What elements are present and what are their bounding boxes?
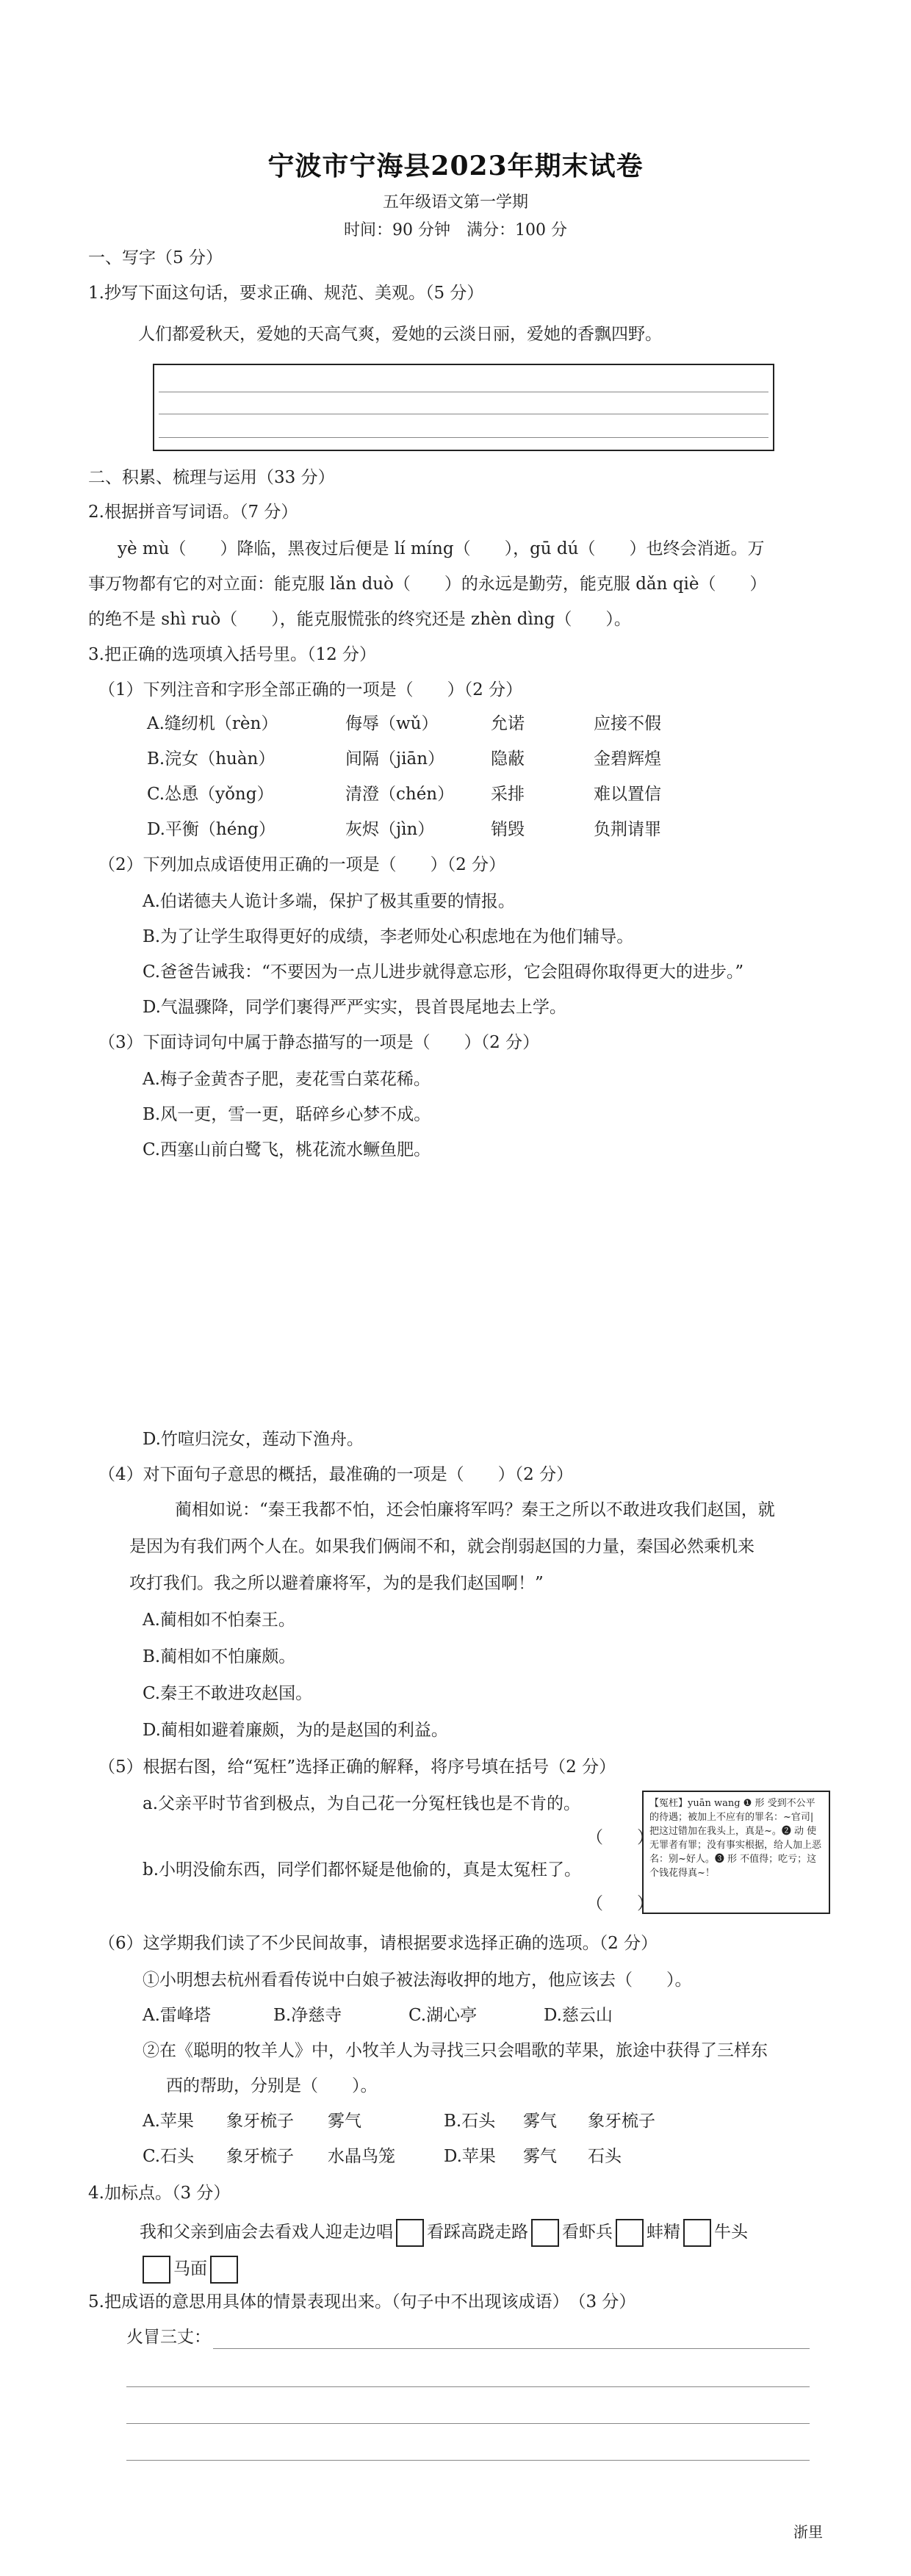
q3-6-2-item: 水晶鸟笼 [328, 2147, 395, 2166]
grade-subtitle: 五年级语文第一学期 [382, 193, 528, 212]
q3-1-option[interactable]: C.怂恿（yǒng） [147, 785, 274, 804]
q3-5-answer-b[interactable]: （ ） [586, 1894, 654, 1913]
q4-sentence-line-2 [140, 2256, 241, 2284]
q3-3-option-b[interactable]: B.风一更，雪一更，聒碎乡心梦不成。 [143, 1105, 431, 1124]
q3-1-option[interactable]: D.平衡（héng） [147, 820, 276, 839]
q4-text: 看虾兵 [562, 2223, 613, 2242]
q3-2-option-b[interactable]: B.为了让学生取得更好的成绩，李老师处心积虑地在为他们辅导。 [143, 927, 634, 946]
punctuation-box[interactable] [210, 2256, 238, 2284]
punctuation-box[interactable] [616, 2219, 644, 2247]
q3-6-2-item: 雾气 [523, 2112, 557, 2131]
q3-3-option-c[interactable]: C.西塞山前白鹭飞，桃花流水鳜鱼肥。 [143, 1140, 431, 1159]
q3-2-stem: （2）下列加点成语使用正确的一项是（ ）（2 分） [98, 855, 506, 874]
q3-6-1-option[interactable]: B.净慈寺 [273, 2006, 342, 2025]
q2-line-2: 事万物都有它的对立面：能克服 lǎn duò（ ）的永远是勤劳，能克服 dǎn qiè（ ） [88, 575, 767, 594]
punctuation-box[interactable] [531, 2219, 559, 2247]
q3-6-2-stem: 西的帮助，分别是（ ）。 [166, 2076, 378, 2095]
q3-4-passage: 是因为有我们两个人在。如果我们俩闹不和，就会削弱赵国的力量，秦国必然乘机来 [129, 1537, 755, 1556]
answer-line[interactable] [126, 2460, 810, 2461]
question-5: 5.把成语的意思用具体的情景表现出来。（句子中不出现该成语） （3 分） [88, 2292, 636, 2311]
q3-1-option-word: 销毁 [491, 820, 525, 839]
q3-5-stem: （5）根据右图，给“冤枉”选择正确的解释，将序号填在括号（2 分） [98, 1757, 616, 1777]
writing-line [159, 437, 768, 438]
q2-line-3: 的绝不是 shì ruò（ ），能克服慌张的终究还是 zhèn dìng（ ）。 [88, 610, 631, 629]
q3-6-1-option[interactable]: D.慈云山 [544, 2006, 613, 2025]
q3-5-sentence-b: b.小明没偷东西，同学们都怀疑是他偷的，真是太冤枉了。 [143, 1860, 582, 1879]
q3-6-2-item: 雾气 [328, 2112, 361, 2131]
q3-1-option[interactable]: B.浣女（huàn） [147, 749, 276, 769]
q3-4-passage: 攻打我们。我之所以避着廉将军，为的是我们赵国啊！” [129, 1574, 544, 1593]
q3-6-2-option-b[interactable]: B.石头 [444, 2112, 496, 2131]
question-4: 4.加标点。（3 分） [88, 2184, 231, 2203]
q3-1-option-word: 应接不假 [594, 714, 661, 733]
exam-meta: 时间：90 分钟 满分：100 分 [344, 221, 567, 240]
q3-6-2-item: 象牙梳子 [226, 2112, 294, 2131]
q3-1-option-word: 允诺 [491, 714, 525, 733]
q3-3-option-d[interactable]: D.竹喧归浣女，莲动下渔舟。 [143, 1430, 364, 1449]
q3-6-2-item: 象牙梳子 [588, 2112, 655, 2131]
question-1: 1.抄写下面这句话，要求正确、规范、美观。（5 分） [88, 284, 484, 303]
q3-1-option-word: 清澄（chén） [345, 785, 455, 804]
q3-6-2-option-c[interactable]: C.石头 [143, 2147, 195, 2166]
q4-text: 看踩高跷走路 [427, 2223, 528, 2242]
q3-1-option-word: 金碧辉煌 [594, 749, 661, 769]
q4-text: 马面 [173, 2259, 207, 2278]
q3-6-2-item: 象牙梳子 [226, 2147, 294, 2166]
q3-2-option-d[interactable]: D.气温骤降，同学们裹得严严实实，畏首畏尾地去上学。 [143, 998, 566, 1017]
q3-4-option-a[interactable]: A.蔺相如不怕秦王。 [143, 1611, 295, 1630]
punctuation-box[interactable] [683, 2219, 711, 2247]
q3-5-sentence-a: a.父亲平时节省到极点，为自己花一分冤枉钱也是不肯的。 [143, 1794, 581, 1813]
punctuation-box[interactable] [143, 2256, 170, 2284]
q3-6-2-item: 雾气 [523, 2147, 557, 2166]
section-1-heading: 一、写字（5 分） [88, 248, 223, 267]
punctuation-box[interactable] [396, 2219, 424, 2247]
q3-6-1-stem: ①小明想去杭州看看传说中白娘子被法海收押的地方，他应该去（ ）。 [143, 1971, 692, 1990]
q3-4-option-c[interactable]: C.秦王不敢进攻赵国。 [143, 1684, 313, 1703]
q3-2-option-a[interactable]: A.伯诺德夫人诡计多端，保护了极其重要的情报。 [143, 892, 515, 911]
q3-6-2-option-a[interactable]: A.苹果 [143, 2112, 194, 2131]
question-2: 2.根据拼音写词语。（7 分） [88, 503, 298, 522]
q3-6-stem: （6）这学期我们读了不少民间故事，请根据要求选择正确的选项。（2 分） [98, 1934, 658, 1953]
question-3: 3.把正确的选项填入括号里。（12 分） [88, 645, 377, 664]
q3-6-2-stem: ②在《聪明的牧羊人》中，小牧羊人为寻找三只会唱歌的苹果，旅途中获得了三样东 [143, 2041, 768, 2060]
q3-5-answer-a[interactable]: （ ） [586, 1828, 654, 1847]
answer-line[interactable] [126, 2386, 810, 2387]
section-2-heading: 二、积累、梳理与运用（33 分） [88, 468, 335, 487]
q3-1-option[interactable]: A.缝纫机（rèn） [147, 714, 278, 733]
q3-1-option-word: 难以置信 [594, 785, 661, 804]
q5-idiom-label: 火冒三丈： [126, 2328, 211, 2347]
answer-line[interactable] [213, 2348, 810, 2349]
q3-6-1-option[interactable]: A.雷峰塔 [143, 2006, 211, 2025]
footer-mark: 浙里 [793, 2523, 823, 2541]
copy-sentence: 人们都爱秋天，爱她的天高气爽，爱她的云淡日丽，爱她的香飘四野。 [138, 325, 662, 344]
q4-text: 蚌精 [647, 2223, 680, 2242]
q4-text: 我和父亲到庙会去看戏人迎走边唱 [140, 2223, 393, 2242]
page-title: 宁波市宁海县2023年期末试卷 [267, 151, 644, 181]
answer-line[interactable] [126, 2423, 810, 2424]
q3-6-2-option-d[interactable]: D.苹果 [444, 2147, 496, 2166]
q3-4-stem: （4）对下面句子意思的概括，最准确的一项是（ ）（2 分） [98, 1465, 574, 1484]
q3-4-option-b[interactable]: B.蔺相如不怕廉颇。 [143, 1647, 296, 1666]
q3-1-option-word: 隐蔽 [491, 749, 525, 769]
q3-1-option-word: 侮辱（wǔ） [345, 714, 439, 733]
q4-text: 牛头 [714, 2223, 748, 2242]
q3-4-passage: 蔺相如说：“秦王我都不怕，还会怕廉将军吗？秦王之所以不敢进攻我们赵国，就 [175, 1500, 775, 1519]
dictionary-entry-box: 【冤枉】yuān wang ❶ 形 受到不公平的待遇；被加上不应有的罪名：~官司|把这过错加在我头上，真是~。❷ 动 使无罪者有罪；没有事实根据，给人加上恶名：别~好人。❸ 形 不值得；吃亏；这个钱花得真~！ [642, 1791, 830, 1914]
q4-sentence-line-1 [140, 2219, 748, 2247]
q3-1-option-word: 间隔（jiān） [345, 749, 445, 769]
q3-1-option-word: 灰烬（jìn） [345, 820, 435, 839]
q3-3-option-a[interactable]: A.梅子金黄杏子肥，麦花雪白菜花稀。 [143, 1070, 431, 1089]
q3-4-option-d[interactable]: D.蔺相如避着廉颇，为的是赵国的利益。 [143, 1721, 448, 1740]
q3-2-option-c[interactable]: C.爸爸告诫我：“不要因为一点儿进步就得意忘形，它会阻碍你取得更大的进步。” [143, 963, 744, 982]
q3-1-stem: （1）下列注音和字形全部正确的一项是（ ）（2 分） [98, 680, 523, 699]
q2-line-1: yè mù（ ）降临，黑夜过后便是 lí míng（ ），gū dú（ ）也终会消逝。万 [118, 539, 765, 558]
q3-1-option-word: 负荆请罪 [594, 820, 661, 839]
writing-box[interactable] [153, 364, 774, 451]
q3-3-stem: （3）下面诗词句中属于静态描写的一项是（ ）（2 分） [98, 1033, 540, 1052]
q3-1-option-word: 采排 [491, 785, 525, 804]
q3-6-2-item: 石头 [588, 2147, 622, 2166]
q3-6-1-option[interactable]: C.湖心亭 [408, 2006, 478, 2025]
